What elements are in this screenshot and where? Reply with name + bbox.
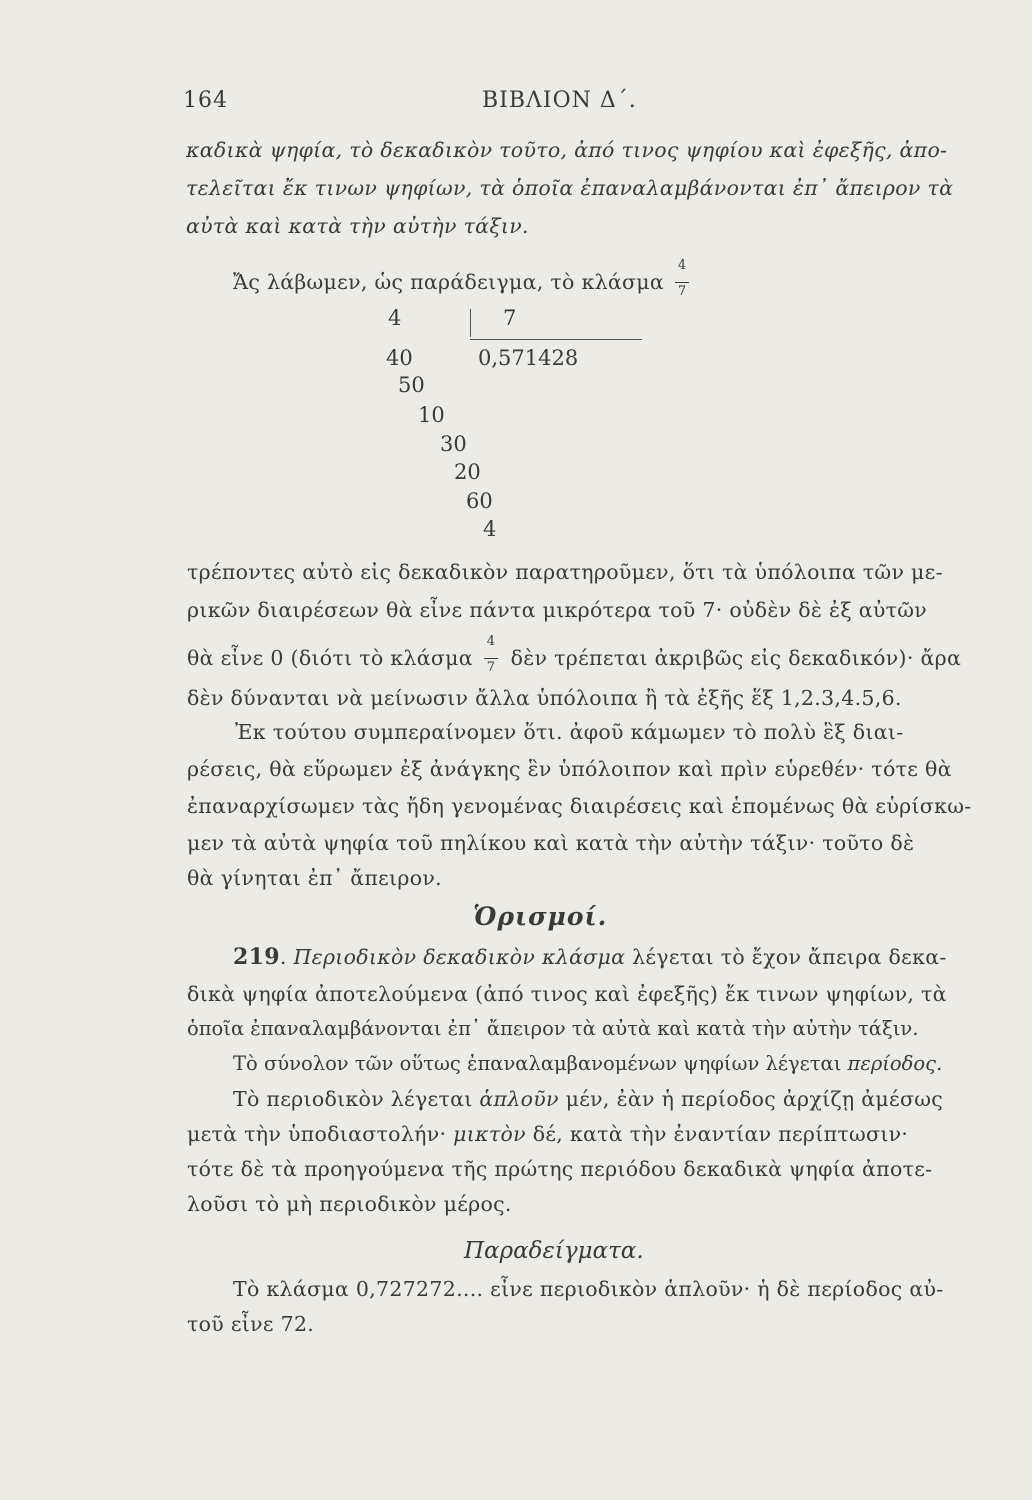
def219-line-5	[233, 1087, 943, 1111]
example-line-2: τοῦ εἶνε 72.	[187, 1312, 315, 1336]
fraction-denominator: 7	[677, 283, 687, 299]
para1-line-3-b: δὲν τρέπεται ἀκριβῶς εἰς δεκαδικόν)· ἄρα	[510, 646, 962, 670]
division-remainder: 10	[418, 403, 445, 427]
def219-line-4-a: Τὸ σύνολον τῶν οὕτως ἐπαναλαμβανομένων ψηφίων λέγεται	[233, 1052, 842, 1075]
division-vertical-rule	[470, 309, 471, 337]
para2-line-3: ἐπαναρχίσωμεν τὰς ἤδη γενομένας διαιρέσεις καὶ ἑπομένως θὰ εὑρίσκω-	[187, 794, 972, 818]
fraction-numerator: 4	[677, 257, 687, 273]
para1-line-3	[187, 633, 962, 675]
def219-line-6-b: δέ, κατὰ τὴν ἐναντίαν περίπτωσιν·	[532, 1122, 909, 1146]
division-dividend: 4	[388, 306, 402, 330]
division-horizontal-rule	[470, 339, 642, 340]
fraction-denominator: 7	[486, 659, 496, 675]
division-remainder: 50	[398, 373, 425, 397]
division-remainder: 30	[440, 432, 467, 456]
para1-line-1: τρέποντες αὐτὸ εἰς δεκαδικὸν παρατηροῦμεν, ὅτι τὰ ὑπόλοιπα τῶν με-	[187, 560, 943, 584]
examples-title: Παραδείγματα.	[464, 1238, 644, 1264]
example-intro-text: Ἄς λάβωμεν, ὡς παράδειγμα, τὸ κλάσμα	[233, 270, 665, 294]
def219-line-5-b: μέν, ἐὰν ἡ περίοδος ἀρχίζῃ ἀμέσως	[565, 1087, 944, 1111]
def219-line-4	[233, 1052, 942, 1075]
para2-line-1: Ἐκ τούτου συμπεραίνομεν ὅτι. ἀφοῦ κάμωμεν τὸ πολὺ ἓξ διαι-	[235, 720, 904, 744]
def219-line-7: τότε δὲ τὰ προηγούμενα τῆς πρώτης περιόδου δεκαδικὰ ψηφία ἀποτε-	[187, 1157, 933, 1181]
fraction-4-7	[675, 257, 691, 299]
division-quotient: 0,571428	[478, 346, 579, 370]
intro-line-1: καδικὰ ψηφία, τὸ δεκαδικὸν τοῦτο, ἀπό τινος ψηφίου καὶ ἐφεξῆς, ἀπο-	[186, 138, 948, 162]
example-line-1: Τὸ κλάσμα 0,727272.... εἶνε περιοδικὸν ἁπλοῦν· ἡ δὲ περίοδος αὐ-	[233, 1277, 944, 1301]
def219-term: Περιοδικὸν δεκαδικὸν κλάσμα	[293, 945, 626, 969]
intro-line-2: τελεῖται ἔκ τινων ψηφίων, τὰ ὁποῖα ἐπαναλαμβάνονται ἐπ᾽ ἄπειρον τὰ	[186, 176, 954, 200]
fraction-bar	[675, 282, 689, 283]
para1-line-2: ρικῶν διαιρέσεων θὰ εἶνε πάντα μικρότερα τοῦ 7· οὐδὲν δὲ ἐξ αὐτῶν	[187, 598, 928, 622]
fraction-4-7-inline	[484, 633, 500, 675]
def219-line-1: 219. Περιοδικὸν δεκαδικὸν κλάσμα λέγεται τὸ ἔχον ἄπειρα δεκα-	[233, 944, 947, 970]
def219-line-5-a: Τὸ περιοδικὸν λέγεται	[233, 1087, 473, 1111]
fraction-numerator: 4	[486, 633, 496, 649]
def219-line-6-a: μετὰ τὴν ὑποδιαστολήν·	[187, 1122, 447, 1146]
para1-line-4: δὲν δύνανται νὰ μείνωσιν ἄλλα ὑπόλοιπα ἢ τὰ ἐξῆς ἕξ 1,2.3,4.5,6.	[187, 686, 902, 710]
fraction-bar	[484, 658, 498, 659]
term-period: περίοδος.	[847, 1052, 943, 1075]
running-title: ΒΙΒΛΙΟΝ Δ΄.	[482, 88, 637, 113]
para1-line-3-a: θὰ εἶνε 0 (διότι τὸ κλάσμα	[187, 646, 473, 670]
division-remainder: 60	[466, 489, 493, 513]
division-remainder: 20	[454, 460, 481, 484]
division-remainder: 4	[483, 517, 497, 541]
term-simple: ἁπλοῦν	[479, 1087, 559, 1111]
def219-line-6	[187, 1122, 908, 1146]
intro-line-3: αὐτὰ καὶ κατὰ τὴν αὐτὴν τάξιν.	[186, 214, 529, 238]
def219-line-1-rest: λέγεται τὸ ἔχον ἄπειρα δεκα-	[632, 945, 947, 969]
example-intro	[233, 257, 695, 299]
division-remainder: 40	[386, 346, 413, 370]
paragraph-number: 219	[233, 944, 280, 970]
def219-line-8: λοῦσι τὸ μὴ περιοδικὸν μέρος.	[187, 1192, 512, 1216]
section-title: Ὁρισμοί.	[473, 902, 608, 931]
para2-line-2: ρέσεις, θὰ εὕρωμεν ἐξ ἀνάγκης ἓν ὑπόλοιπον καὶ πρὶν εὑρεθέν· τότε θὰ	[187, 757, 952, 781]
def219-line-3: ὁποῖα ἐπαναλαμβάνονται ἐπ᾽ ἄπειρον τὰ αὐτὰ καὶ κατὰ τὴν αὐτὴν τάξιν.	[187, 1017, 919, 1040]
para2-line-4: μεν τὰ αὐτὰ ψηφία τοῦ πηλίκου καὶ κατὰ τὴν αὐτὴν τάξιν· τοῦτο δὲ	[187, 831, 915, 855]
term-mixed: μικτὸν	[453, 1122, 526, 1146]
page-number: 164	[183, 88, 228, 113]
para2-line-5: θὰ γίνηται ἐπ᾽ ἄπειρον.	[187, 866, 442, 890]
division-divisor: 7	[503, 306, 517, 330]
def219-line-2: δικὰ ψηφία ἀποτελούμενα (ἀπό τινος καὶ ἐφεξῆς) ἔκ τινων ψηφίων, τὰ	[187, 982, 947, 1006]
